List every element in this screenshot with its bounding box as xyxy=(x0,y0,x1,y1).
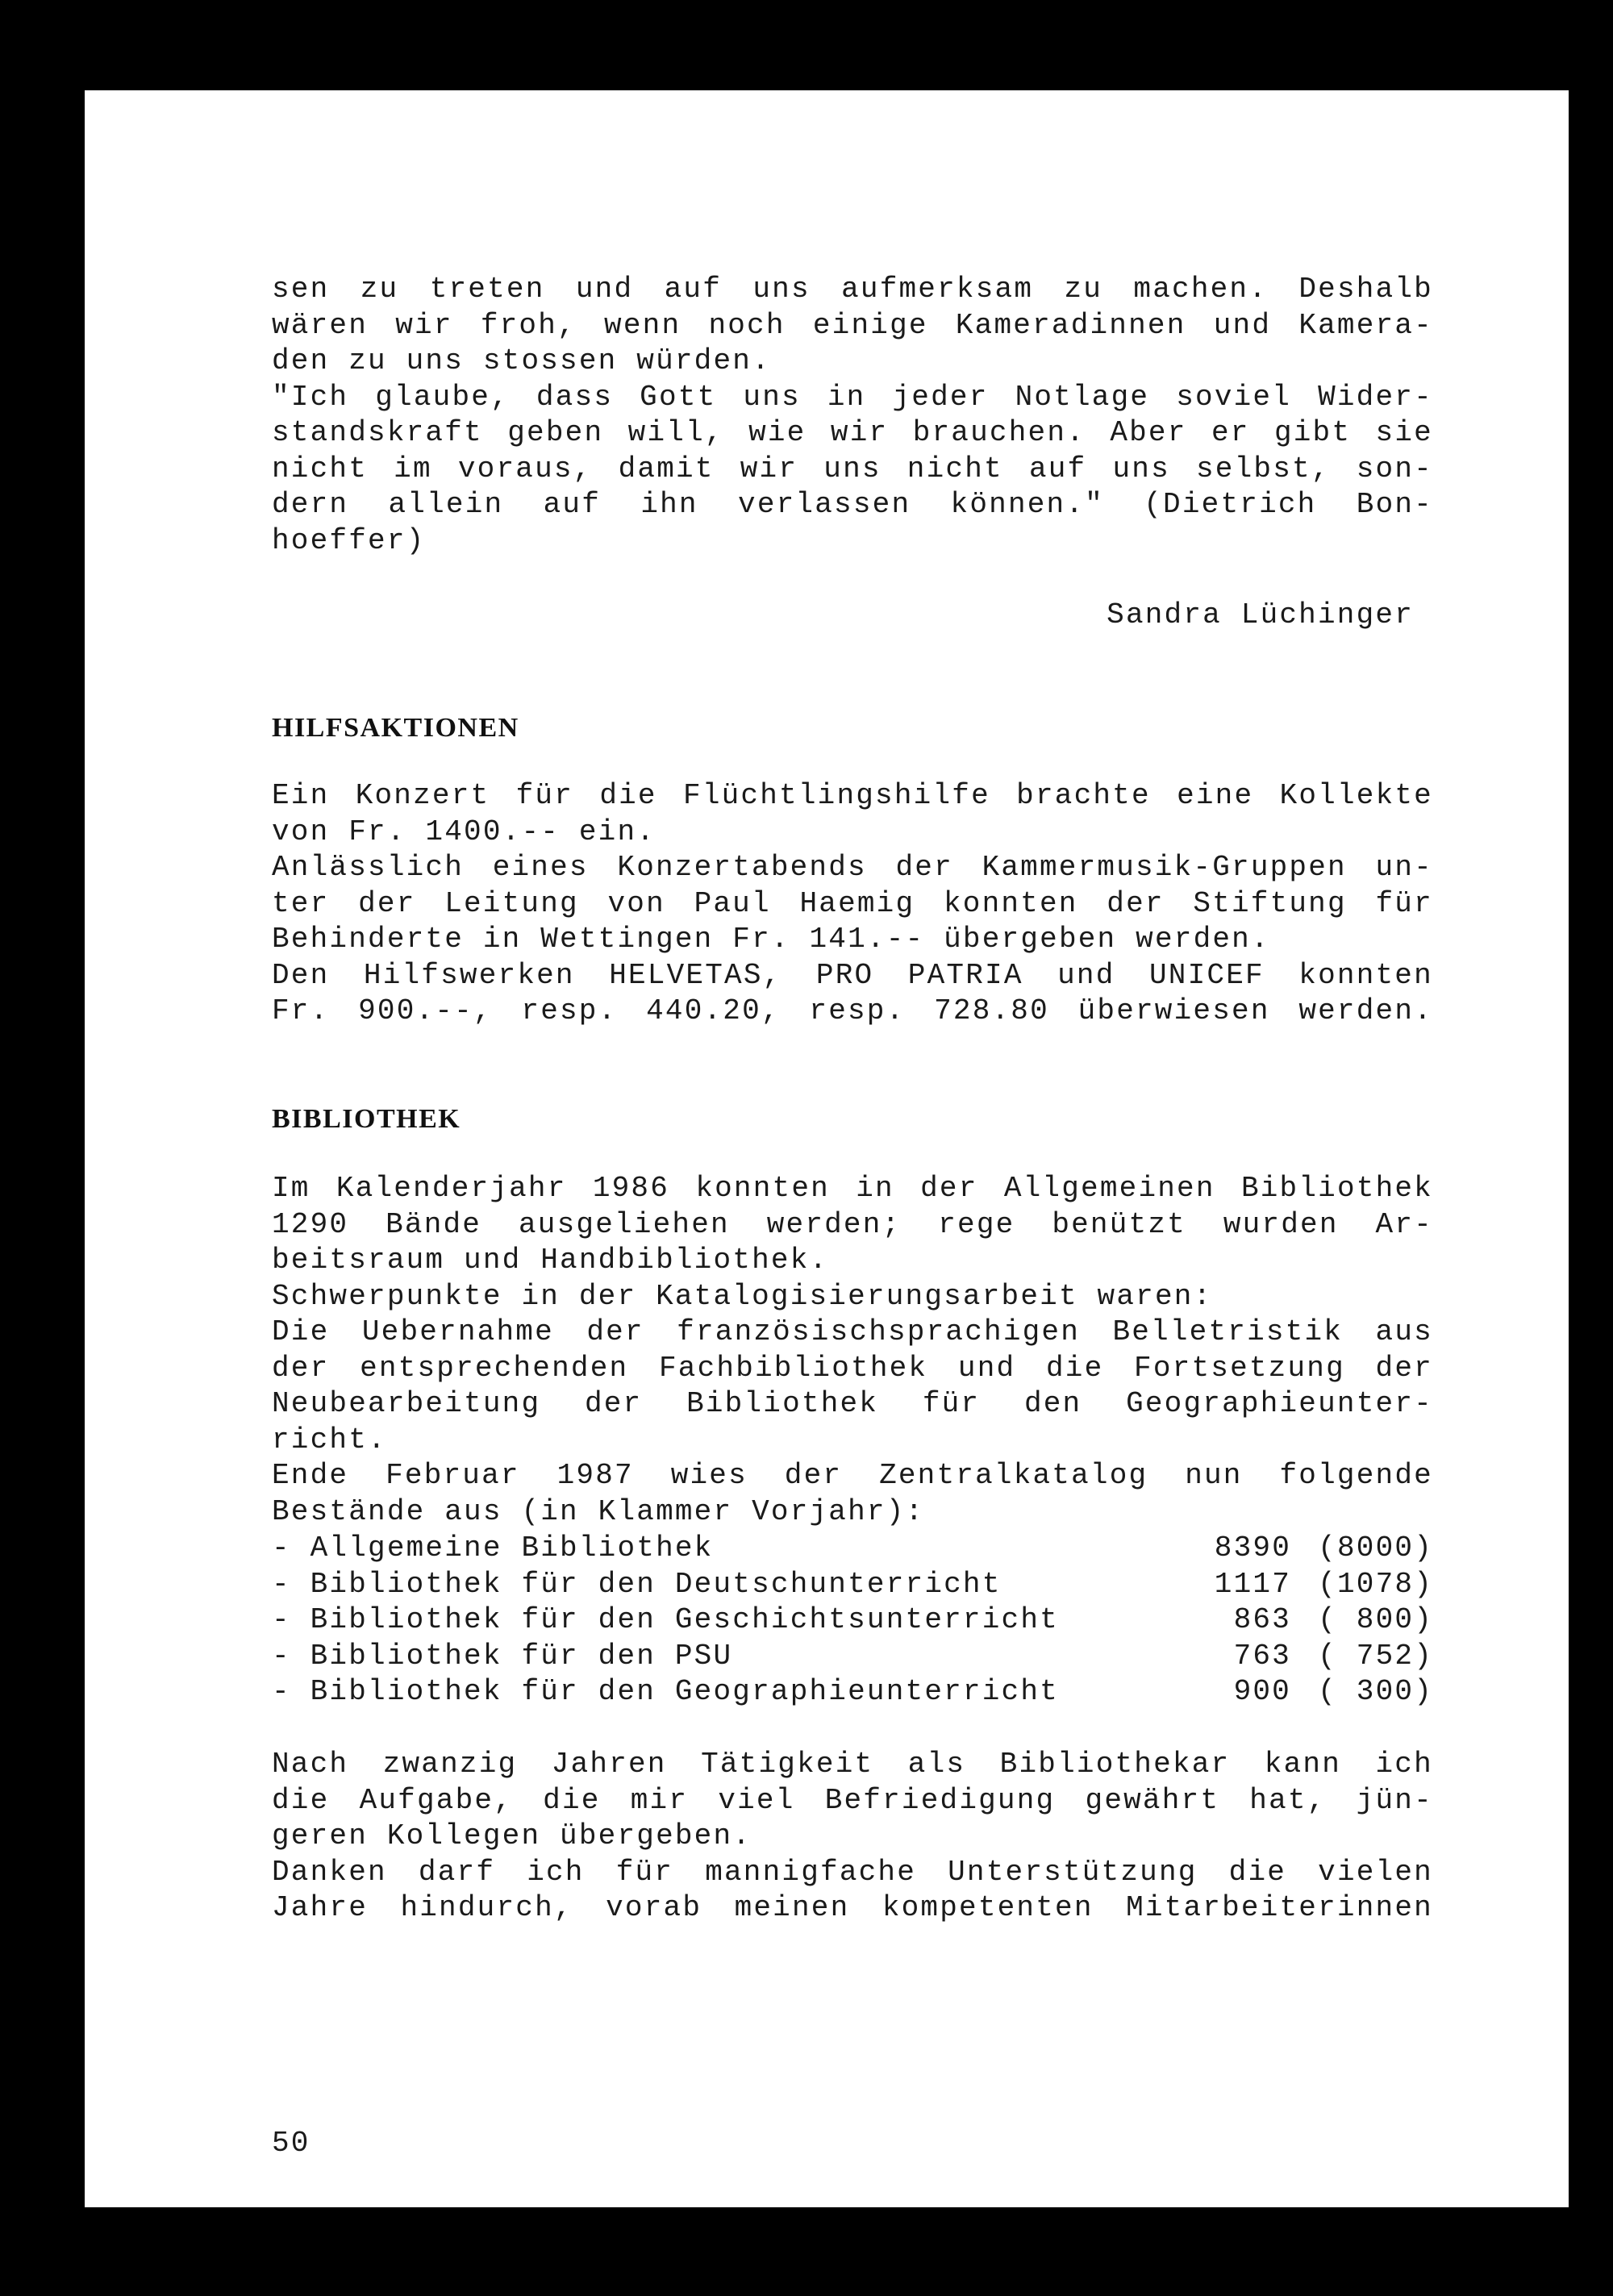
text-line: Danken darf ich für mannigfache Unterstützung die vielen xyxy=(272,1855,1433,1889)
text-line: sen zu treten und auf uns aufmerksam zu machen. Deshalb xyxy=(272,273,1433,306)
text-line: den zu uns stossen würden. xyxy=(272,344,771,377)
table-row xyxy=(272,1567,1433,1603)
inventory-table xyxy=(272,1531,1433,1711)
text-line: der entsprechenden Fachbibliothek und die Fortsetzung der xyxy=(272,1351,1433,1385)
table-row xyxy=(272,1602,1433,1639)
text-line: Den Hilfswerken HELVETAS, PRO PATRIA und UNICEF konnten xyxy=(272,958,1433,992)
page-number: 50 xyxy=(272,2127,311,2160)
text-line: 1290 Bände ausgeliehen werden; rege benützt wurden Ar- xyxy=(272,1207,1433,1241)
row-count: 763 xyxy=(1233,1639,1291,1673)
hilfsaktionen-paragraph xyxy=(272,778,1433,1030)
row-previous-year: (1078) xyxy=(1318,1567,1433,1601)
table-row xyxy=(272,1639,1433,1675)
row-count: 1117 xyxy=(1214,1567,1291,1601)
text-line: Die Uebernahme der französischsprachigen Belletristik aus xyxy=(272,1315,1433,1348)
row-label: - Bibliothek für den Deutschunterricht xyxy=(272,1567,1002,1601)
text-line: ter der Leitung von Paul Haemig konnten der Stiftung für xyxy=(272,886,1433,920)
text-line: "Ich glaube, dass Gott uns in jeder Notlage soviel Wider- xyxy=(272,380,1433,414)
row-label: - Allgemeine Bibliothek xyxy=(272,1531,714,1565)
text-line: Bestände aus (in Klammer Vorjahr): xyxy=(272,1494,925,1528)
intro-paragraph xyxy=(272,272,1433,559)
text-line: von Fr. 1400.-- ein. xyxy=(272,815,656,848)
row-label: - Bibliothek für den PSU xyxy=(272,1639,733,1673)
text-line: Fr. 900.--, resp. 440.20, resp. 728.80 überwiesen werden. xyxy=(272,994,1433,1027)
text-line: Anlässlich eines Konzertabends der Kammermusik-Gruppen un- xyxy=(272,851,1433,884)
text-line: Neubearbeitung der Bibliothek für den Geographieunter- xyxy=(272,1387,1433,1420)
signature: Sandra Lüchinger xyxy=(1107,598,1414,631)
text-line: Behinderte in Wettingen Fr. 141.-- übergeben werden. xyxy=(272,923,1270,956)
heading-hilfsaktionen: HILFSAKTIONEN xyxy=(272,713,519,743)
heading-bibliothek: BIBLIOTHEK xyxy=(272,1104,461,1134)
row-count: 8390 xyxy=(1214,1531,1291,1565)
row-label: - Bibliothek für den Geographieunterricht xyxy=(272,1675,1059,1708)
text-line: Ende Februar 1987 wies der Zentralkatalog nun folgende xyxy=(272,1459,1433,1492)
table-row xyxy=(272,1674,1433,1711)
text-line: Im Kalenderjahr 1986 konnten in der Allgemeinen Bibliothek xyxy=(272,1172,1433,1205)
text-line: nicht im voraus, damit wir uns nicht auf uns selbst, son- xyxy=(272,452,1433,485)
text-line: Schwerpunkte in der Katalogisierungsarbeit waren: xyxy=(272,1279,1213,1313)
bibliothek-paragraph xyxy=(272,1171,1433,1530)
table-row xyxy=(272,1531,1433,1567)
text-line: richt. xyxy=(272,1423,387,1456)
text-line: hoeffer) xyxy=(272,523,426,557)
row-previous-year: ( 300) xyxy=(1318,1675,1433,1708)
text-line: Jahre hindurch, vorab meinen kompetenten Mitarbeiterinnen xyxy=(272,1891,1433,1924)
row-previous-year: ( 800) xyxy=(1318,1603,1433,1636)
row-label: - Bibliothek für den Geschichtsunterricht xyxy=(272,1603,1059,1636)
text-line: dern allein auf ihn verlassen können." (Dietrich Bon- xyxy=(272,488,1433,521)
text-line: geren Kollegen übergeben. xyxy=(272,1819,752,1852)
text-line: die Aufgabe, die mir viel Befriedigung gewährt hat, jün- xyxy=(272,1783,1433,1817)
document-page xyxy=(85,90,1569,2207)
text-line: Ein Konzert für die Flüchtlingshilfe brachte eine Kollekte xyxy=(272,779,1433,812)
text-line: standskraft geben will, wie wir brauchen. Aber er gibt sie xyxy=(272,416,1433,449)
row-previous-year: ( 752) xyxy=(1318,1639,1433,1673)
text-line: Nach zwanzig Jahren Tätigkeit als Bibliothekar kann ich xyxy=(272,1748,1433,1781)
row-previous-year: (8000) xyxy=(1318,1531,1433,1565)
closing-paragraph xyxy=(272,1747,1433,1927)
text-line: beitsraum und Handbibliothek. xyxy=(272,1244,829,1277)
row-count: 863 xyxy=(1233,1603,1291,1636)
row-count: 900 xyxy=(1233,1675,1291,1708)
text-line: wären wir froh, wenn noch einige Kameradinnen und Kamera- xyxy=(272,308,1433,342)
